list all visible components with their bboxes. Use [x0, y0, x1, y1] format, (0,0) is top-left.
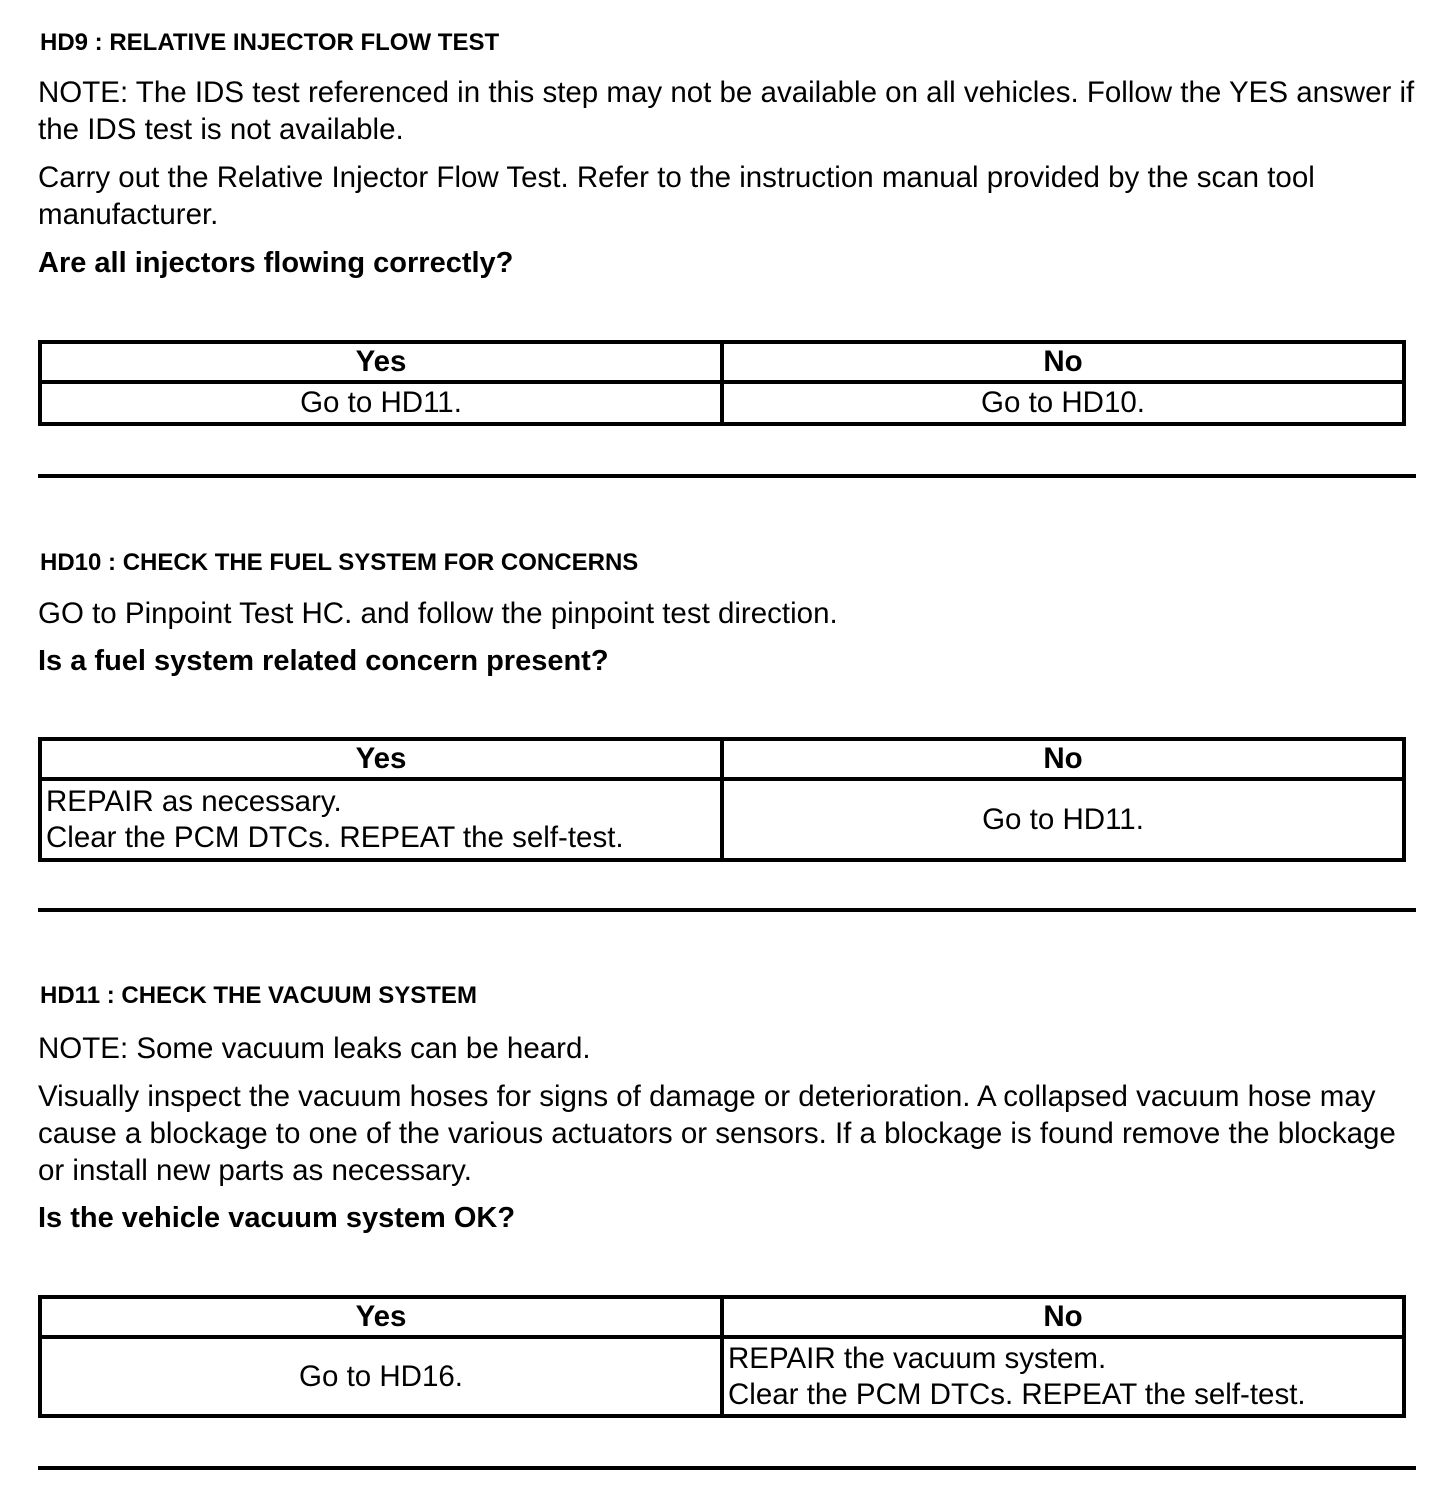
answer-table-hd10: [38, 737, 1406, 862]
step-heading-hd10: HD10 : CHECK THE FUEL SYSTEM FOR CONCERNS: [40, 549, 639, 576]
answer-table-hd11: [38, 1295, 1406, 1418]
no-action-line: Clear the PCM DTCs. REPEAT the self-test.: [728, 1377, 1306, 1411]
yes-header: Yes: [40, 1297, 722, 1337]
yes-header: Yes: [40, 739, 722, 779]
yes-action-line: Clear the PCM DTCs. REPEAT the self-test.: [46, 820, 624, 854]
no-action: Go to HD10.: [722, 382, 1404, 424]
answer-table-hd9: [38, 340, 1406, 426]
section-divider: [38, 908, 1416, 912]
step-heading-hd9: HD9 : RELATIVE INJECTOR FLOW TEST: [40, 29, 500, 56]
no-action-line: REPAIR the vacuum system.: [728, 1341, 1107, 1375]
no-header: No: [722, 739, 1404, 779]
yes-action: Go to HD11.: [40, 382, 722, 424]
note-paragraph: NOTE: The IDS test referenced in this step may not be available on all vehicles. Follow the YES answer if the IDS test is not available.: [38, 76, 1415, 146]
question: Are all injectors flowing correctly?: [38, 247, 514, 279]
note-paragraph: NOTE: Some vacuum leaks can be heard.: [38, 1032, 591, 1065]
no-header: No: [722, 342, 1404, 382]
yes-header: Yes: [40, 342, 722, 382]
no-action: [722, 1337, 1404, 1416]
yes-action: [40, 779, 722, 860]
yes-action: Go to HD16.: [40, 1337, 722, 1416]
no-action: Go to HD11.: [722, 779, 1404, 860]
instruction-paragraph: Visually inspect the vacuum hoses for signs of damage or deterioration. A collapsed vacuum hose may cause a blockage to one of the various actuators or sensors. If a blockage is found remove the blockage or install new parts as necessary.: [38, 1080, 1396, 1187]
instruction-paragraph: Carry out the Relative Injector Flow Test. Refer to the instruction manual provided by the scan tool manufacturer.: [38, 161, 1315, 231]
step-heading-hd11: HD11 : CHECK THE VACUUM SYSTEM: [40, 982, 477, 1009]
section-divider: [38, 474, 1416, 478]
section-divider: [38, 1466, 1416, 1470]
instruction-paragraph: GO to Pinpoint Test HC. and follow the pinpoint test direction.: [38, 597, 838, 630]
yes-action-line: REPAIR as necessary.: [46, 784, 342, 818]
question: Is the vehicle vacuum system OK?: [38, 1202, 516, 1234]
no-header: No: [722, 1297, 1404, 1337]
question: Is a fuel system related concern present?: [38, 645, 609, 677]
